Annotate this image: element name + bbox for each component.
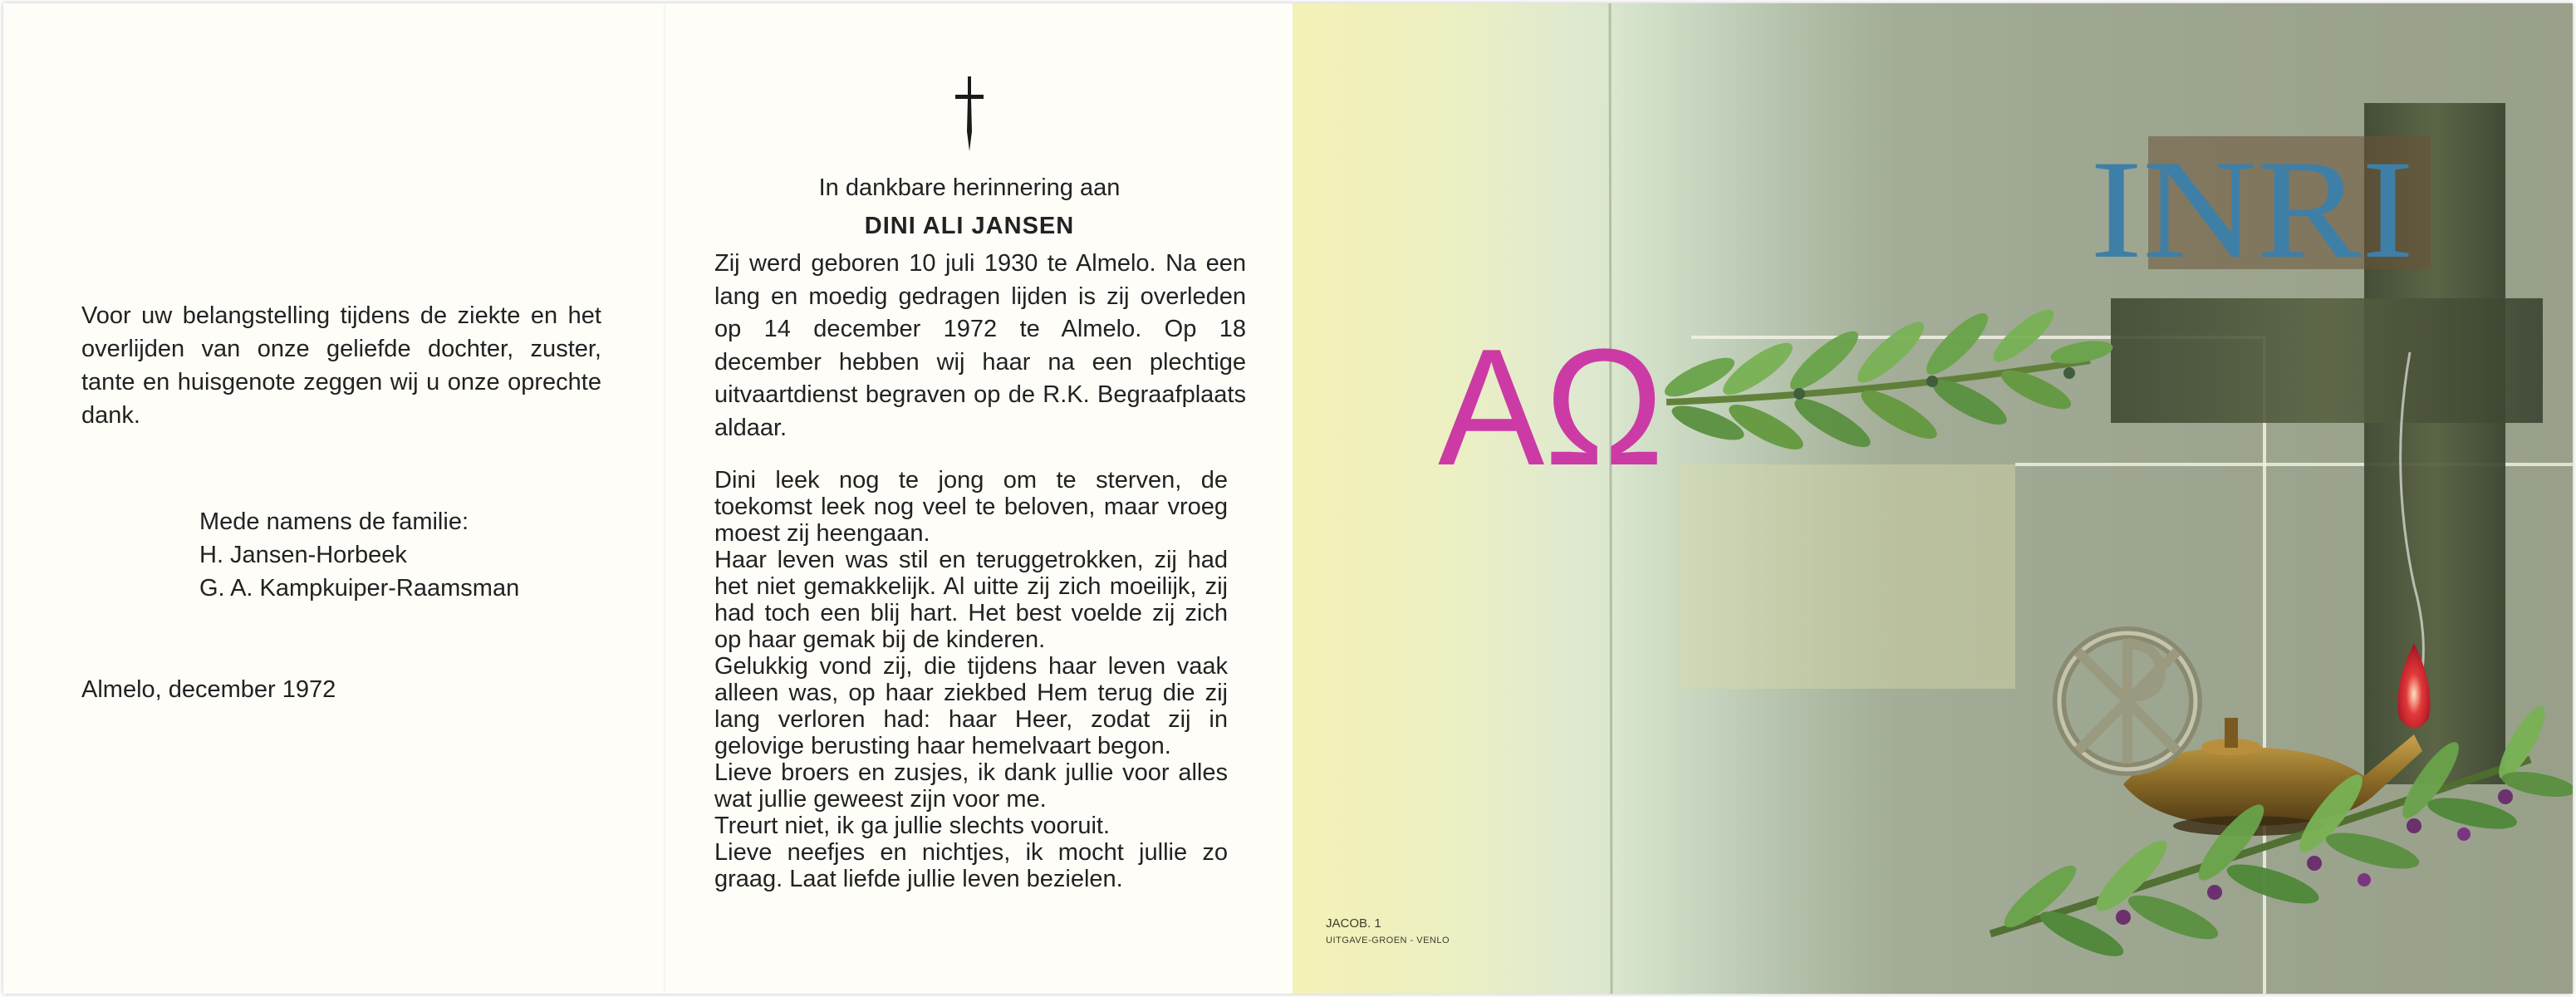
thanks-text: Voor uw belangstelling tijdens de ziekte en het overlijden van onze geliefde dochter, zuster, tante en huisgenote zeggen wij u onze oprechte dank. [81,302,601,429]
fold-line [664,3,665,994]
publisher-imprint [1326,916,1450,949]
poem-line: Gelukkig vond zij, die tijdens haar leven vaak alleen was, op haar ziekbed Hem terug die zij lang verloren had: haar Heer, zodat zij in gelovige berusting haar hemelvaart begon. [714,653,1228,759]
poem-line: Haar leven was stil en teruggetrokken, zij had het niet gemakkelijk. Al uitte zij zich moeilijk, zij had toch een blij hart. Het best voelde zij zich op haar gemak bij de kinderen. [714,547,1228,653]
memorial-card [3,3,2573,994]
bio-text: Zij werd geboren 10 juli 1930 te Almelo. Na een lang en moedig gedragen lijden is zij overleden op 14 december 1972 te Almelo. Op 18 december hebben wij haar na een plechtige uitvaartdienst begraven op de R.K. Begraafplaats aldaar. [714,250,1246,441]
cross-icon [950,73,989,153]
memorial-poem [714,467,1228,892]
poem-line: Lieve neefjes en nichtjes, ik mocht jullie zo graag. Laat liefde jullie leven bezielen. [714,839,1228,892]
poem-line: Dini leek nog te jong om te sterven, de toekomst leek nog veel te beloven, maar vroeg moest zij heengaan. [714,467,1228,547]
deceased-name: DINI ALI JANSEN [864,213,1075,239]
card-inside [3,3,1289,994]
poem-line: Treurt niet, ik ga jullie slechts vooruit. [714,813,1111,839]
card-cover [1293,3,2573,994]
imprint-line: JACOB. 1 [1326,916,1381,931]
family-member: H. Jansen-Horbeek [199,542,407,568]
poem-line: Lieve broers en zusjes, ik dank jullie voor alles wat jullie geweest zijn voor me. [714,759,1228,813]
family-block [199,505,519,605]
family-heading: Mede namens de familie: [199,508,469,535]
alpha-omega-text: AΩ [1438,315,1664,500]
family-member: G. A. Kampkuiper-Raamsman [199,575,520,602]
memorial-intro: In dankbare herinnering aan [818,174,1121,201]
memorial-bio [714,248,1246,444]
place-date: Almelo, december 1972 [81,676,336,703]
imprint-line: UITGAVE-GROEN - VENLO [1326,936,1450,945]
cover-illustration [1293,3,2573,994]
inri-text: INRI [2090,131,2414,287]
